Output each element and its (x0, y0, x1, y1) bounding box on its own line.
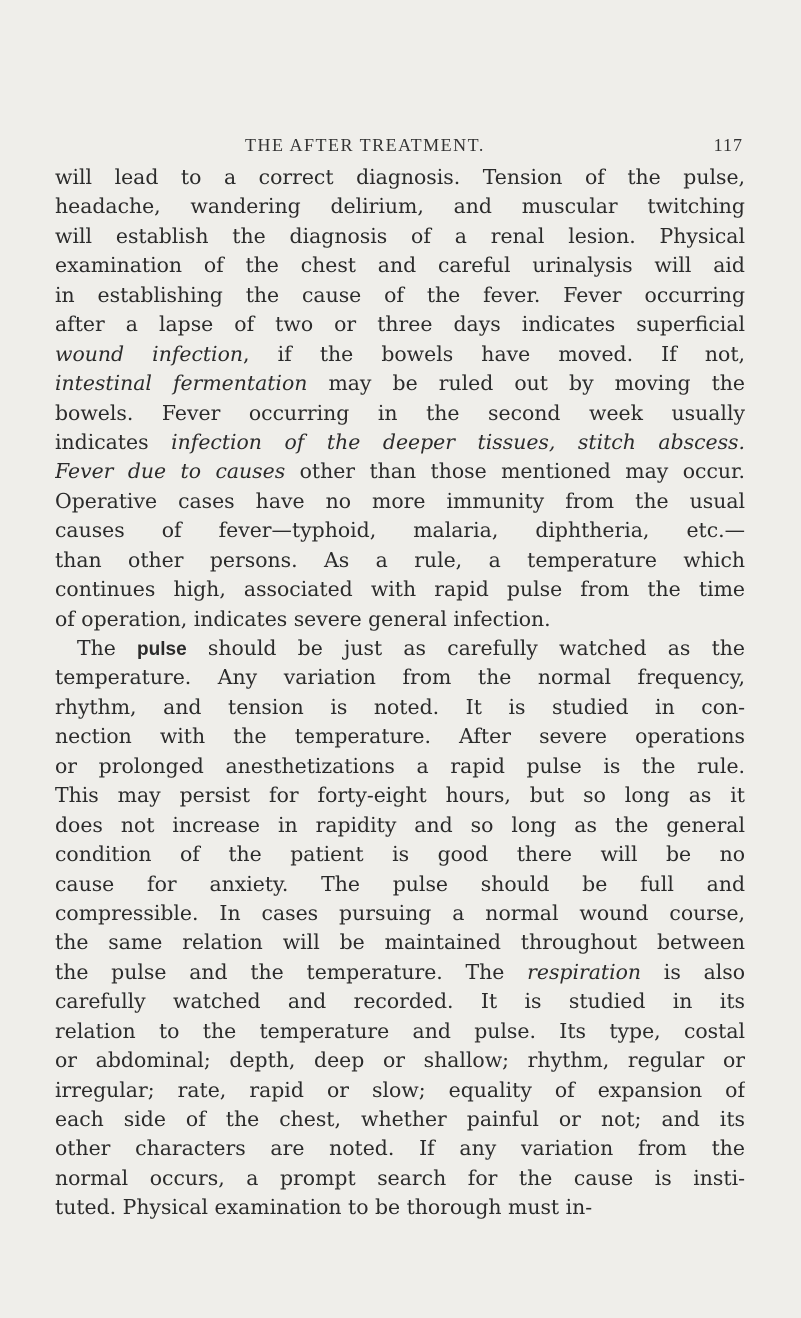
text-run: or abdominal; depth, deep or shallow; rhythm, regular or (55, 1048, 745, 1073)
text-run: headache, wandering delirium, and muscular twitching (55, 194, 745, 219)
text-run: each side of the chest, whether painful or not; and its (55, 1107, 745, 1131)
text-run: indicates (55, 429, 172, 454)
text-line (55, 811, 745, 840)
italic-phrase: wound infection (55, 341, 243, 366)
text-line (55, 987, 745, 1016)
text-line (55, 281, 745, 310)
text-run: of operation, indicates severe general infection. (55, 606, 551, 631)
text-run: may be ruled out by moving the (307, 371, 745, 396)
text-line (55, 251, 745, 280)
text-run: cause for anxiety. The pulse should be full and (55, 871, 745, 896)
text-run: in establishing the cause of the fever. Fever occurring (55, 282, 745, 307)
text-run: other characters are noted. If any variation from the (55, 1136, 745, 1161)
text-run: , if the bowels have moved. If not, (243, 341, 745, 366)
text-run: than other persons. As a rule, a temperature which (55, 547, 745, 572)
text-line (55, 781, 745, 810)
text-line (55, 399, 745, 428)
text-line (55, 310, 745, 339)
text-line (55, 1105, 745, 1134)
text-line (55, 1164, 745, 1193)
paragraph (55, 634, 745, 1223)
paragraph (55, 163, 745, 634)
text-run: relation to the temperature and pulse. Its type, costal (55, 1018, 745, 1043)
text-run: Operative cases have no more immunity from the usual (55, 488, 745, 513)
text-line (55, 457, 745, 486)
text-line (55, 163, 745, 192)
italic-phrase: respiration (527, 959, 642, 984)
text-line (55, 1076, 745, 1105)
text-run: bowels. Fever occurring in the second week usually (55, 400, 745, 425)
text-run: is also (641, 959, 745, 984)
text-line (55, 840, 745, 869)
text-line (55, 516, 745, 545)
text-run: irregular; rate, rapid or slow; equality of expansion of (55, 1077, 745, 1102)
text-run: other than those mentioned may occur. (285, 459, 745, 484)
text-line (55, 1193, 745, 1222)
running-head (55, 135, 745, 161)
text-run: should be just as carefully watched as the (186, 636, 745, 660)
text-run: the same relation will be maintained throughout between (55, 930, 745, 955)
text-line (55, 899, 745, 928)
text-run: does not increase in rapidity and so long as the general (55, 812, 745, 837)
text-line (55, 428, 745, 457)
text-run: normal occurs, a prompt search for the cause is insti- (55, 1165, 745, 1190)
italic-phrase: intestinal fermentation (55, 371, 308, 396)
italic-phrase: Fever due to causes (55, 459, 286, 484)
page-number: 117 (713, 135, 743, 155)
text-line (55, 546, 745, 575)
text-run: examination of the chest and careful urinalysis will aid (55, 253, 745, 278)
text-line (55, 722, 745, 751)
text-line (55, 605, 745, 634)
text-run: nection with the temperature. After severe operations (55, 724, 745, 749)
text-line (55, 369, 745, 398)
text-run: will establish the diagnosis of a renal lesion. Physical (55, 223, 745, 248)
text-run: The (77, 636, 138, 660)
text-line (55, 487, 745, 516)
text-line (55, 958, 745, 987)
text-run: temperature. Any variation from the normal frequency, (55, 665, 745, 690)
bold-term: pulse (137, 639, 187, 660)
italic-phrase: infection of the deeper tissues, stitch abscess. (171, 429, 745, 454)
text-line (55, 340, 745, 369)
text-line (55, 634, 745, 663)
text-line (55, 575, 745, 604)
text-line (55, 192, 745, 221)
text-run: continues high, associated with rapid pulse from the time (55, 577, 745, 602)
text-line (55, 222, 745, 251)
text-run: causes of fever—typhoid, malaria, diphtheria, etc.— (55, 518, 745, 543)
text-run: compressible. In cases pursuing a normal wound course, (55, 900, 745, 925)
text-run: condition of the patient is good there will be no (55, 842, 745, 867)
text-run: or prolonged anesthetizations a rapid pulse is the rule. (55, 753, 745, 778)
text-run: the pulse and the temperature. The (55, 959, 528, 984)
book-page (55, 135, 745, 1223)
text-run: tuted. Physical examination to be thorough must in- (55, 1195, 593, 1220)
running-head-title: THE AFTER TREATMENT. (245, 135, 485, 155)
text-line (55, 663, 745, 692)
text-line (55, 1046, 745, 1075)
text-line (55, 1017, 745, 1046)
text-run: carefully watched and recorded. It is studied in its (55, 989, 745, 1014)
text-run: rhythm, and tension is noted. It is studied in con- (55, 694, 745, 719)
text-run: This may persist for forty-eight hours, but so long as it (55, 783, 745, 808)
text-line (55, 928, 745, 957)
text-run: after a lapse of two or three days indicates superficial (55, 312, 745, 337)
text-line (55, 693, 745, 722)
text-line (55, 870, 745, 899)
body-text (55, 163, 745, 1223)
text-line (55, 1134, 745, 1163)
text-line (55, 752, 745, 781)
text-run: will lead to a correct diagnosis. Tension of the pulse, (55, 165, 745, 189)
